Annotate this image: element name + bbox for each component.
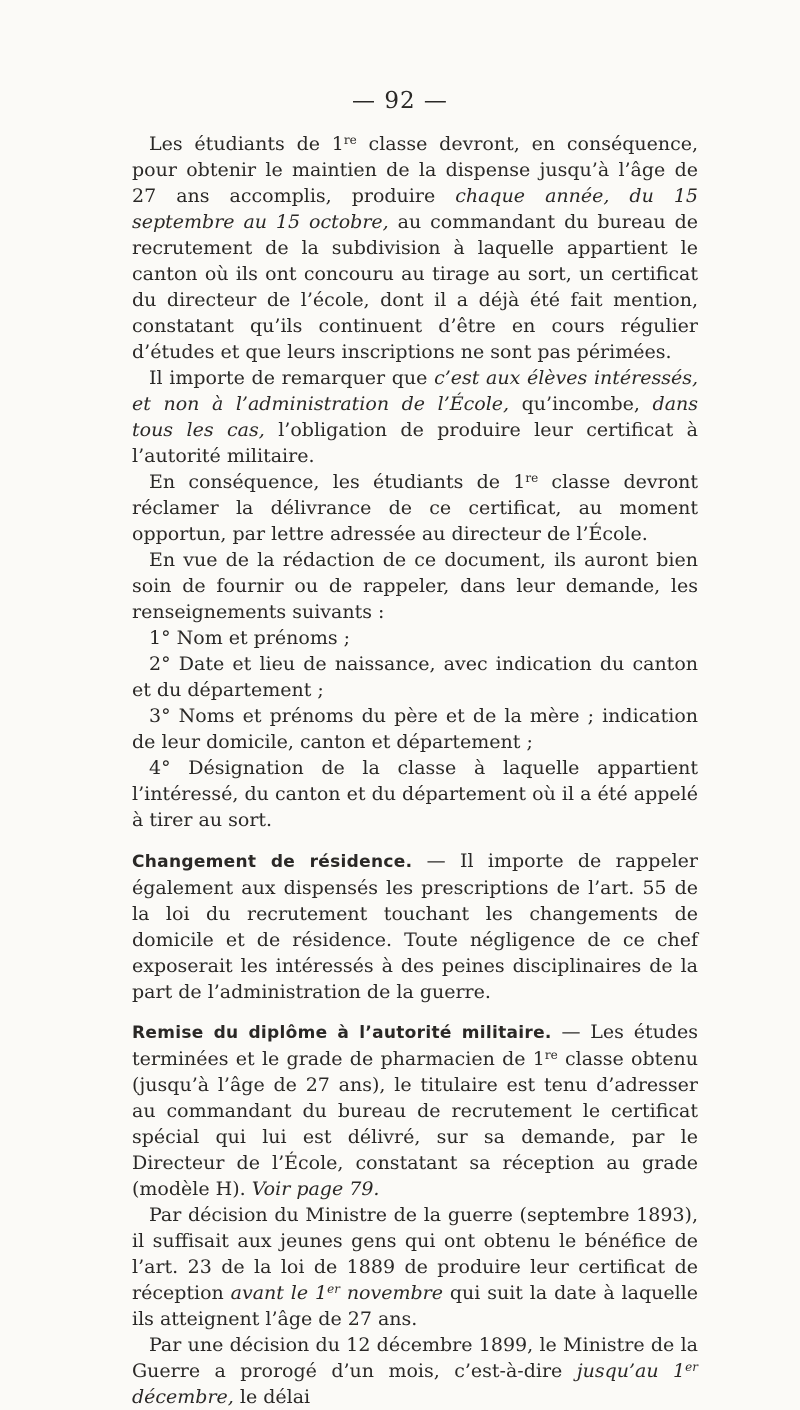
- section-heading: Remise du diplôme à l’autorité militaire.: [132, 1023, 552, 1043]
- paragraph-6: [132, 1332, 698, 1410]
- text-run: l’obligation de produire leur certificat à l’autorité militaire.: [132, 419, 698, 467]
- paragraph-4: En vue de la rédaction de ce document, ils auront bien soin de fournir ou de rappeler, dans leur demande, les renseignements suivants :: [132, 549, 698, 623]
- text-run: Les étudiants de 1: [149, 133, 344, 155]
- text-run: classe devront, en conséquence, pour obtenir le maintien de la dispense jusqu’à l’âge de 27 ans accomplis, produire: [132, 133, 698, 207]
- text-run: classe obtenu (jusqu’à l’âge de 27 ans), le titulaire est tenu d’adresser au commandant du bureau de recrutement le certificat spécial qui lui est délivré, sur sa demande, par le Directeur de l’École, constatant sa réception au grade (modèle H).: [132, 1048, 698, 1200]
- list-item: 1° Nom et prénoms ;: [149, 627, 351, 649]
- section-heading: Changement de résidence.: [132, 852, 413, 872]
- italic-part: avant le 1: [230, 1282, 328, 1304]
- italic-run: dans tous les cas,: [132, 393, 699, 441]
- superscript: re: [343, 133, 357, 147]
- section-change-of-residence: [132, 848, 698, 1005]
- italic-run: [231, 1282, 443, 1304]
- text-run: qui suit la date à laquelle ils atteignent l’âge de 27 ans.: [132, 1282, 698, 1330]
- paragraph-3: [132, 469, 698, 547]
- superscript: er: [685, 1360, 698, 1374]
- italic-run: c’est aux élèves intéressés, et non à l’administration de l’École,: [132, 367, 698, 415]
- italic-part: jusqu’au 1: [576, 1360, 686, 1382]
- body-text: [132, 131, 698, 1410]
- list-item: 2° Date et lieu de naissance, avec indication du canton et du département ;: [132, 653, 698, 701]
- text-run: au commandant du bureau de recrutement de la subdivision à laquelle appartient le canton où ils ont concouru au tirage au sort, un certificat du directeur de l’école, dont il a déjà été fait mention, constatant qu’ils continuent d’être en cours régulier d’études et que leurs inscriptions ne sont pas périmées.: [132, 211, 698, 363]
- paragraph-1: [132, 131, 698, 365]
- list-item: 3° Noms et prénoms du père et de la mère ; indication de leur domicile, canton et département ;: [132, 705, 698, 753]
- paragraph-5: [132, 1202, 698, 1332]
- section-diploma: [132, 1019, 698, 1202]
- list-item: 4° Désignation de la classe à laquelle appartient l’intéressé, du canton et du département où il a été appelé à tirer au sort.: [132, 757, 698, 831]
- italic-run: chaque année, du 15 septembre au 15 octobre,: [132, 185, 698, 233]
- paragraph-2: [132, 365, 698, 469]
- text-run: classe devront réclamer la délivrance de ce certificat, au moment opportun, par lettre adressée au directeur de l’École.: [132, 471, 699, 545]
- italic-part: novembre: [339, 1282, 443, 1304]
- text-run: — Il importe de rappeler également aux dispensés les prescriptions de l’art. 55 de la loi du recrutement touchant les changements de domicile et de résidence. Toute négligence de ce chef exposerait les intéressés à des peines disciplinaires de la part de l’administration de la guerre.: [132, 850, 698, 1003]
- text-run: Il importe de remarquer que: [149, 367, 435, 389]
- text-run: — Les études terminées et le grade de pharmacien de 1: [132, 1021, 698, 1070]
- superscript: re: [525, 471, 539, 485]
- text-run: Par décision du Ministre de la guerre (septembre 1893), il suffisait aux jeunes gens qui ont obtenu le bénéfice de l’art. 23 de la loi de 1889 de produire leur certificat de réception: [132, 1204, 698, 1304]
- italic-part: décembre,: [132, 1386, 234, 1408]
- text-run: qu’incombe,: [509, 393, 653, 415]
- italic-run: Voir page 79.: [251, 1178, 380, 1200]
- superscript: re: [544, 1048, 558, 1062]
- text-run: En conséquence, les étudiants de 1: [149, 471, 526, 493]
- text-run: Par une décision du 12 décembre 1899, le Ministre de la Guerre a prorogé d’un mois, c’est-à-dire: [132, 1334, 698, 1382]
- superscript: er: [327, 1282, 340, 1296]
- page-number: — 92 —: [352, 88, 448, 114]
- text-run: le délai: [233, 1386, 311, 1408]
